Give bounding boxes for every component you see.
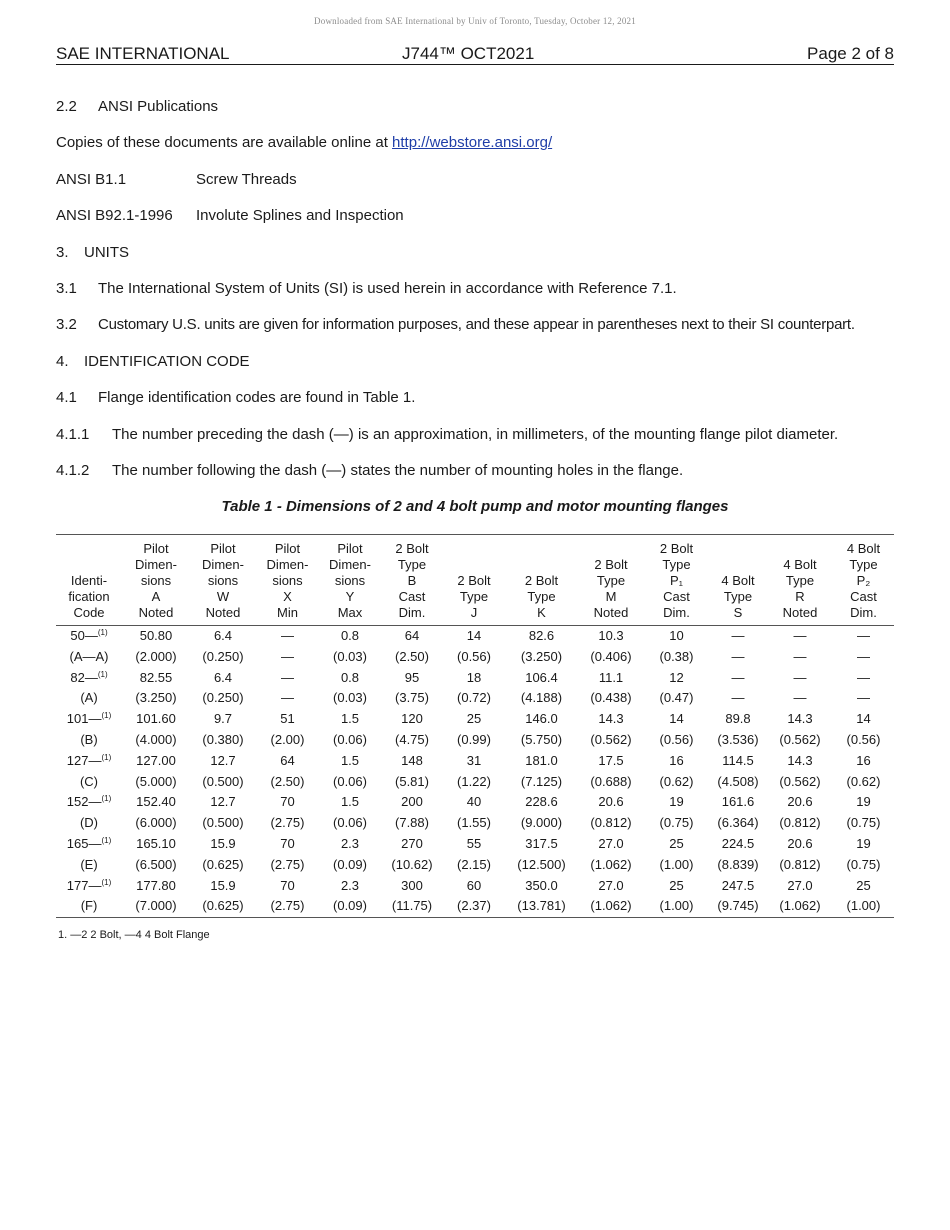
table-cell: 10 [669,628,684,643]
table-cell: 25 [669,877,684,893]
table-cell: — [793,690,807,706]
table-cell: 6.4 [213,628,233,643]
table-cell: 70 [280,835,295,851]
table-cell: (6.000) [135,815,177,831]
reference-ansi-b1-1: ANSI B1.1 Screw Threads [56,171,297,188]
table-footnote: 1. —2 2 Bolt, —4 4 Bolt Flange [58,929,210,941]
table-header-row [56,535,894,626]
footnote-marker: (1) [97,669,108,679]
table-cell: (0.47) [659,690,694,706]
table-cell: 165—$^{(1)}$ [66,835,112,851]
table-row [56,668,894,689]
table-cell: 25 [856,877,871,893]
table-cell: 6.4 [213,669,233,685]
table-cell: 16 [856,752,871,768]
table-cell: (2.000) [135,648,177,664]
table-cell: (0.06) [333,773,367,789]
table-caption: Table 1 - Dimensions of 2 and 4 bolt pump and motor mounting flanges [221,498,729,515]
table-cell: 95 [404,669,420,685]
table-cell: — [857,648,870,664]
table-cell: — [731,628,745,643]
table-row [56,896,894,917]
table-cell: (5.81) [395,773,429,789]
table-row [56,647,894,668]
table-cell: 25 [466,711,482,727]
table-row [56,834,894,855]
table-cell: (C) [79,773,99,789]
table-cell: (0.06) [333,731,367,747]
table-cell: 14 [669,711,684,727]
table-cell: 228.6 [525,794,558,810]
table-cell: (6.500) [135,856,177,872]
section-3-heading: 3. UNITS [56,244,129,261]
table-cell: (0.688) [590,773,632,789]
table-cell: (1.00) [846,898,881,914]
table-cell: — [857,690,870,706]
table-cell: (0.406) [590,648,632,664]
table-header-cell: 2 Bolt Type P₁ Cast Dim. [644,535,709,626]
table-cell: (0.56) [846,731,881,747]
reference-ansi-b92-1: ANSI B92.1-1996 Involute Splines and Inspection [56,207,404,224]
table-cell: — [793,628,807,643]
table-cell: (8.839) [717,856,759,872]
table-cell: (D) [79,815,99,831]
table-cell: 20.6 [787,794,813,810]
table-cell: 20.6 [598,794,624,810]
header-org: SAE INTERNATIONAL [56,44,230,63]
table-cell: (0.75) [846,815,881,831]
table-cell: 177.80 [136,877,176,893]
table-cell: 64 [404,628,420,643]
table-cell: — [731,648,745,664]
table-cell: (0.812) [779,856,821,872]
table-cell: (F) [80,898,98,914]
table-header-cell: 2 Bolt Type B Cast Dim. [381,535,443,626]
section-4-heading: 4. IDENTIFICATION CODE [56,353,250,370]
table-cell: (2.50) [395,648,429,664]
table-cell: 70 [280,794,295,810]
table-cell: — [793,648,807,664]
table-cell: 15.9 [210,835,236,851]
flange-dimensions-table [56,534,894,918]
table-cell: 224.5 [721,835,755,851]
table-cell: (1.062) [590,898,632,914]
table-cell: 15.9 [210,877,236,893]
table-cell: (1.00) [659,898,694,914]
table-cell: (1.22) [457,773,491,789]
table-cell: 82—$^{(1)}$ [70,669,108,685]
table-cell: (0.500) [202,815,244,831]
table-row [56,709,894,730]
table-cell: (4.508) [717,773,759,789]
table-cell: (E) [80,856,98,872]
table-cell: — [857,628,870,643]
table-header-cell: 2 Bolt Type J [443,535,505,626]
table-cell: 152—$^{(1)}$ [66,794,112,810]
table-cell: (0.09) [333,856,367,872]
header-doc-id: J744™ OCT2021 [402,44,535,63]
table-cell: (12.500) [517,856,566,872]
table-cell: (10.62) [391,856,433,872]
table-cell: 1.5 [340,711,360,727]
section-3-1: 3.1 The International System of Units (SI) is used herein in accordance with Reference 7.1. [56,280,677,297]
table-cell: — [281,628,294,643]
table-cell: (2.75) [270,898,305,914]
table-cell: (4.000) [135,731,177,747]
table-header-cell: 2 Bolt Type K [505,535,578,626]
table-cell: 12 [669,669,684,685]
table-cell: 1.5 [340,794,360,810]
table-cell: (2.75) [270,856,305,872]
table-cell: (0.09) [333,898,367,914]
table-cell: 27.0 [598,835,624,851]
table-cell: 2.3 [340,877,360,893]
table-cell: (0.62) [659,773,694,789]
table-cell: (0.625) [202,856,244,872]
table-cell: — [731,669,745,685]
table-cell: — [731,690,745,706]
section-4-1-1: 4.1.1 The number preceding the dash (—) is an approximation, in millimeters, of the mounting flange pilot diameter. [56,426,839,443]
table-cell: (4.75) [395,731,429,747]
table-cell: — [857,669,870,685]
footnote-marker: (1) [101,752,112,762]
table-cell: 55 [466,835,482,851]
table-cell: (0.625) [202,898,244,914]
table-cell: (13.781) [517,898,566,914]
table-cell: — [281,669,294,685]
table-cell: 19 [856,794,871,810]
table-cell: (0.250) [202,690,244,706]
table-cell: 200 [401,794,423,810]
table-cell: (0.438) [590,690,632,706]
table-cell: (7.000) [135,898,177,914]
table-cell: (2.50) [270,773,305,789]
table-cell: (0.500) [202,773,244,789]
footnote-marker: (1) [101,835,112,845]
table-header-cell: 2 Bolt Type M Noted [578,535,644,626]
table-cell: (0.56) [457,648,491,664]
table-cell: (1.062) [779,898,821,914]
table-cell: 161.6 [721,794,755,810]
section-2-2-heading: 2.2 ANSI Publications [56,98,219,115]
table-cell: (0.03) [333,690,367,706]
table-cell: (3.536) [717,731,759,747]
ansi-webstore-link[interactable]: http://webstore.ansi.org/ [392,134,553,151]
table-cell: 17.5 [598,752,624,768]
table-cell: (7.88) [395,815,429,831]
table-cell: — [281,690,294,706]
table-cell: 177—$^{(1)}$ [66,877,112,893]
section-4-1: 4.1 Flange identification codes are found in Table 1. [56,389,416,406]
table-cell: (0.56) [659,731,694,747]
footnote-marker: (1) [97,628,108,637]
table-cell: 51 [280,711,295,727]
table-cell: 300 [401,877,423,893]
table-cell: (1.062) [590,856,632,872]
table-cell: (B) [80,731,98,747]
footnote-marker: (1) [101,711,112,721]
table-cell: (7.125) [520,773,563,789]
table-cell: (0.562) [779,773,821,789]
section-3-2: 3.2 Customary U.S. units are given for information purposes, and these appear in parentheses next to their SI counterpart. [56,316,855,333]
table-cell: (1.00) [659,856,694,872]
table-cell: (2.37) [457,898,491,914]
table-cell: 25 [669,835,684,851]
table-cell: 11.1 [598,669,624,685]
table-body [56,626,894,918]
table-header-cell: Pilot Dimen- sions W Noted [190,535,256,626]
table-cell: 27.0 [598,877,624,893]
table-cell: 14.3 [787,752,813,768]
table-row [56,730,894,751]
table-cell: 12.7 [210,794,236,810]
copies-paragraph: Copies of these documents are available online at http://webstore.ansi.org/ [56,134,553,151]
table-cell: (11.75) [391,898,433,914]
table-cell: — [281,648,294,664]
table-cell: 82.6 [528,628,555,643]
table-row [56,792,894,813]
table-row [56,772,894,793]
table-cell: (5.000) [135,773,177,789]
table-cell: 114.5 [722,752,754,768]
table-row [56,813,894,834]
table-cell: 12.7 [210,752,236,768]
table-header-cell: 4 Bolt Type S [709,535,767,626]
table-cell: 127.00 [136,752,176,768]
table-cell: (0.75) [846,856,881,872]
download-watermark: Downloaded from SAE International by Univ of Toronto, Tuesday, October 12, 2021 [314,16,636,26]
section-4-1-2: 4.1.2 The number following the dash (—) states the number of mounting holes in the flange. [56,462,684,479]
table-header-cell: 4 Bolt Type R Noted [767,535,833,626]
table-cell: 14 [466,628,482,643]
table-cell: 101—$^{(1)}$ [66,711,112,727]
table-cell: (2.75) [270,815,305,831]
table-cell: (0.72) [457,690,491,706]
table-cell: 70 [280,877,295,893]
table-cell: (0.562) [779,731,821,747]
table-cell: (0.562) [590,731,632,747]
table-cell: 14.3 [787,711,813,727]
footnote-marker: (1) [101,794,112,804]
table-cell: 10.3 [598,628,624,643]
table-header-cell: Pilot Dimen- sions A Noted [122,535,190,626]
table-cell: (0.75) [659,815,694,831]
table-cell: 120 [401,711,423,727]
table-cell: 350.0 [525,877,558,893]
table-cell: 60 [466,877,482,893]
table-cell: (2.00) [270,731,305,747]
table-cell: (0.38) [659,648,694,664]
table-cell: (0.812) [779,815,821,831]
table-cell: 31 [466,752,482,768]
table-cell: (0.62) [846,773,881,789]
table-cell: (0.99) [457,731,491,747]
table-cell: (5.750) [520,731,563,747]
footnote-marker: (1) [101,877,112,887]
table-cell: 19 [856,835,871,851]
table-cell: 82.55 [139,669,173,685]
table-cell: (6.364) [717,815,759,831]
table-cell: 2.3 [340,835,360,851]
table-cell: 19 [669,794,684,810]
table-cell: 106.4 [525,669,558,685]
table-header-cell: Identi- fication Code [56,535,122,626]
table-header-cell: Pilot Dimen- sions Y Max [319,535,381,626]
table-cell: (3.75) [395,690,429,706]
table-row [56,626,894,647]
table-cell: 14 [856,711,871,727]
table-cell: (1.55) [457,815,491,831]
table-cell: 9.7 [213,711,233,727]
table-header-cell: Pilot Dimen- sions X Min [256,535,319,626]
table-cell: (A—A) [69,648,109,664]
table-cell: (4.188) [520,690,563,706]
table-cell: (0.250) [202,648,244,664]
table-header-cell: 4 Bolt Type P₂ Cast Dim. [833,535,894,626]
page-header [56,44,894,65]
table-cell: 127—$^{(1)}$ [66,752,112,768]
table-cell: (0.812) [590,815,632,831]
table-cell: 165.10 [136,835,176,851]
table-cell: 181.0 [525,752,558,768]
table-cell: (2.15) [457,856,491,872]
table-row [56,876,894,897]
table-cell: (9.745) [717,898,759,914]
table-row [56,688,894,709]
table-cell: 270 [401,835,423,851]
table-cell: (A) [80,690,98,706]
table-cell: 14.3 [598,711,624,727]
table-cell: 16 [669,752,684,768]
table-cell: 317.5 [525,835,558,851]
table-cell: 27.0 [787,877,813,893]
table-cell: (3.250) [135,690,177,706]
table-cell: — [793,669,807,685]
table-row [56,855,894,876]
header-page-number: Page 2 of 8 [807,44,894,63]
table-cell: 50.80 [139,628,173,643]
table-cell: 101.60 [136,711,176,727]
table-cell: 64 [280,752,295,768]
table-cell: (0.380) [202,731,244,747]
table-cell: 0.8 [340,628,360,643]
table-cell: 148 [401,752,423,768]
table-cell: (9.000) [520,815,563,831]
table-cell: 1.5 [340,752,360,768]
table-cell: 146.0 [525,711,558,727]
table-cell: 20.6 [787,835,813,851]
table-row [56,751,894,772]
table-cell: 152.40 [136,794,176,810]
table-cell: (0.06) [333,815,367,831]
table-cell: (3.250) [520,648,563,664]
table-cell: (0.03) [333,648,367,664]
table-cell: 89.8 [725,711,751,727]
table-cell: 247.5 [721,877,755,893]
table-cell: 0.8 [340,669,360,685]
table-cell: 40 [466,794,482,810]
table-cell: 18 [466,669,482,685]
table-cell: 50—$^{(1)}$ [70,628,108,643]
